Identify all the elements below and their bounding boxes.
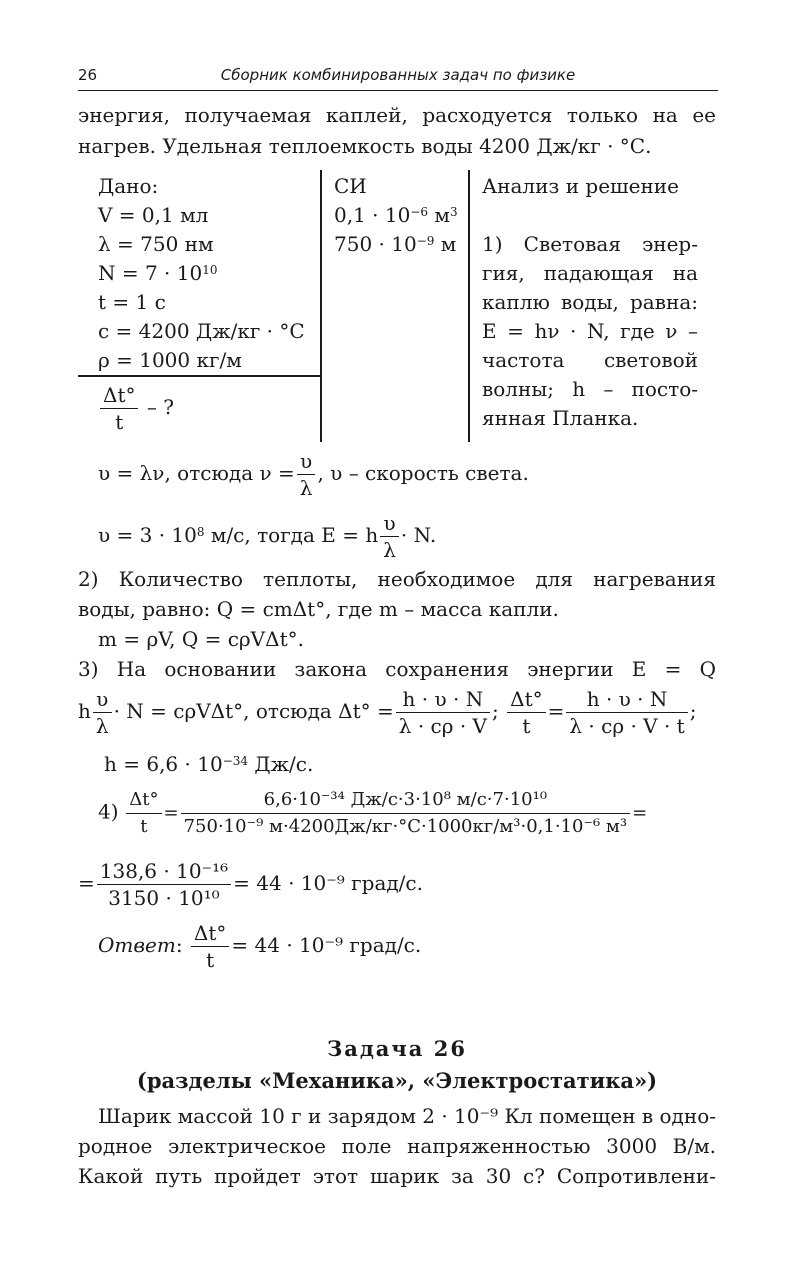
- running-title: Сборник комбинированных задач по физике: [220, 66, 576, 84]
- analysis-line-4: E = hν · N, где ν –: [482, 319, 698, 343]
- table-divider-1: [320, 170, 322, 442]
- table-divider-2: [468, 170, 470, 442]
- analysis-line-1: 1) Световая энер-: [482, 232, 698, 256]
- si-volume: $0,1 \cdot 10^{-6}$ $м^3$: [334, 203, 458, 227]
- step2-line-1: 2) Количество теплоты, необходимое для нагревания: [78, 567, 716, 591]
- step2-line-3: m = ρV, Q = cρVΔt°.: [98, 627, 304, 651]
- find-quantity: $\frac{\Delta t^\circ}{t}$ – ?: [98, 382, 174, 435]
- given-wavelength: λ = 750 нм: [98, 232, 214, 256]
- intro-line-2: нагрев. Удельная теплоемкость воды 4200 Дж/кг · °С.: [78, 134, 652, 158]
- intro-line-1: энергия, получаемая каплей, расходуется только на ее: [78, 103, 716, 127]
- step3-line-1: 3) На основании закона сохранения энергии E = Q: [78, 657, 716, 681]
- task-text-line-2: родное электрическое поле напряженностью 3000 В/м.: [78, 1134, 716, 1158]
- task-text-line-1: Шарик массой 10 г и зарядом 2 · 10⁻⁹ Кл помещен в одно-: [98, 1104, 716, 1128]
- si-wavelength: $750 \cdot 10^{-9}$ м: [334, 232, 457, 256]
- given-density: ρ = 1000 кг/м: [98, 348, 242, 372]
- si-header: СИ: [334, 174, 367, 198]
- analysis-line-6: волны; h – посто-: [482, 377, 698, 401]
- formula-energy: $\upsilon = 3 \cdot 10^8$ м/с, тогда E = h $\frac{\upsilon}{\lambda}$ · N.: [98, 511, 437, 562]
- formula-frequency: υ = λν, отсюда ν = $\frac{\upsilon}{\lambda}$ , υ – скорость света.: [98, 449, 529, 500]
- page-number: 26: [78, 66, 98, 84]
- planck-constant: $h = 6,6 \cdot 10^{-34}$ Дж/с.: [104, 752, 314, 776]
- task-text-line-3: Какой путь пройдет этот шарик за 30 с? Сопротивлени-: [78, 1164, 716, 1188]
- analysis-header: Анализ и решение: [482, 174, 679, 198]
- step4-simplified: = $\frac{\text{138,6 · 10⁻¹⁶}}{\text{3150 · 10¹⁰}}$ = 44 · 10⁻⁹ град/с.: [78, 859, 423, 910]
- given-time: t = 1 с: [98, 290, 166, 314]
- given-volume: V = 0,1 мл: [98, 203, 209, 227]
- given-underline: [78, 375, 321, 377]
- task-title: Задача 26: [327, 1036, 467, 1061]
- answer: Ответ: $\frac{\Delta t^\circ}{t}$ = 44 · 10⁻⁹ град/с.: [98, 921, 422, 972]
- step4-formula: 4) $\frac{\Delta t^\circ}{t}$ = $\frac{\text{6,6·10⁻³⁴ Дж/с·3·10⁸ м/с·7·10¹⁰}}{\text{750·10⁻⁹ м·4200Дж/кг·°С·1000кг/м³·0,1·10⁻⁶ м³}}$ =: [98, 789, 648, 837]
- analysis-line-7: янная Планка.: [482, 406, 639, 430]
- given-photons: $N = 7 \cdot 10^{10}$: [98, 261, 218, 285]
- given-header: Дано:: [98, 174, 159, 198]
- analysis-line-3: каплю воды, равна:: [482, 290, 698, 314]
- analysis-line-2: гия, падающая на: [482, 261, 698, 285]
- step3-formula: h $\frac{\upsilon}{\lambda}$ · N = cρVΔt°, отсюда Δt° = $\frac{h \cdot \upsilon \cdot N}{\lambda \cdot c\rho \cdot V}$ ; $\frac{\Delta t^\circ}{t}$ = $\frac{h \cdot \upsilon \cdot N}{\lambda \cdot c\rho \cdot V \cdot t}$ ;: [78, 687, 697, 738]
- task-subtitle: (разделы «Механика», «Электростатика»): [136, 1068, 658, 1093]
- step2-line-2: воды, равно: Q = cmΔt°, где m – масса капли.: [78, 597, 559, 621]
- running-header: [78, 64, 718, 91]
- given-heat-capacity: c = 4200 Дж/кг · °С: [98, 319, 305, 343]
- analysis-line-5: частота световой: [482, 348, 698, 372]
